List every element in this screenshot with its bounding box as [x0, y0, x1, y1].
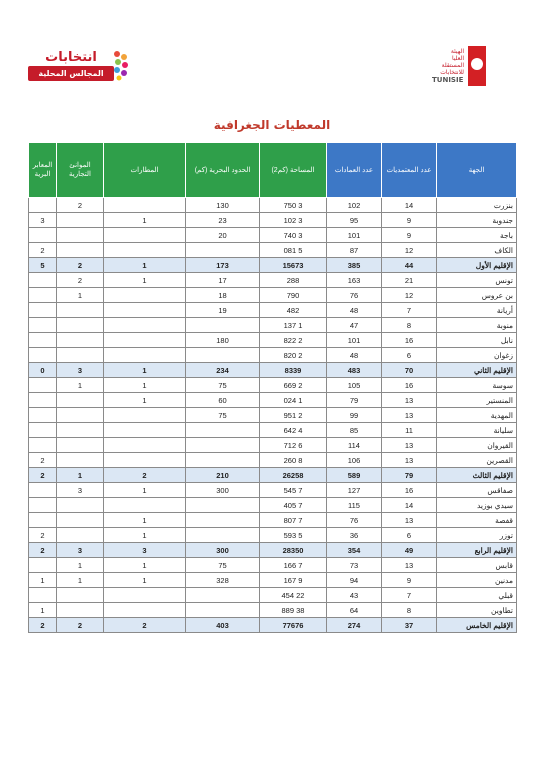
table-cell: 274 — [327, 618, 382, 633]
table-cell: 14 — [382, 498, 437, 513]
table-cell — [57, 318, 104, 333]
table-cell: 3 — [29, 213, 57, 228]
region-name-cell: توزر — [437, 528, 517, 543]
table-cell: 2 — [29, 543, 57, 558]
table-cell: 4 642 — [260, 423, 327, 438]
region-name-cell: قابس — [437, 558, 517, 573]
table-cell: 2 822 — [260, 333, 327, 348]
table-cell: 483 — [327, 363, 382, 378]
table-cell: 64 — [327, 603, 382, 618]
table-cell — [104, 498, 186, 513]
column-header: الموانئ التجارية — [57, 143, 104, 198]
table-cell: 77676 — [260, 618, 327, 633]
table-cell — [104, 408, 186, 423]
table-cell: 79 — [327, 393, 382, 408]
table-cell: 16 — [382, 333, 437, 348]
table-cell — [104, 303, 186, 318]
table-cell — [29, 378, 57, 393]
tunisia-flag-icon — [468, 46, 486, 86]
table-row — [29, 483, 517, 498]
table-cell: 94 — [327, 573, 382, 588]
table-body — [29, 198, 517, 633]
table-cell — [57, 588, 104, 603]
table-cell — [186, 588, 260, 603]
table-cell: 3 750 — [260, 198, 327, 213]
table-cell: 1 — [104, 273, 186, 288]
table-cell: 2 — [57, 273, 104, 288]
table-cell: 1 — [57, 378, 104, 393]
table-cell: 0 — [29, 363, 57, 378]
table-cell — [104, 603, 186, 618]
region-name-cell: المهدية — [437, 408, 517, 423]
table-cell: 300 — [186, 483, 260, 498]
table-cell: 95 — [327, 213, 382, 228]
table-cell: 70 — [382, 363, 437, 378]
table-cell: 48 — [327, 303, 382, 318]
region-name-cell: زغوان — [437, 348, 517, 363]
table-cell — [57, 513, 104, 528]
region-name-cell: قفصة — [437, 513, 517, 528]
table-cell — [29, 393, 57, 408]
region-name-cell: جندوبة — [437, 213, 517, 228]
table-cell — [104, 348, 186, 363]
table-cell: 13 — [382, 453, 437, 468]
region-name-cell: المنستير — [437, 393, 517, 408]
table-cell — [29, 588, 57, 603]
isie-logo-brand: TUNISIE — [432, 76, 464, 84]
table-cell: 38 889 — [260, 603, 327, 618]
table-cell — [104, 453, 186, 468]
table-cell: 7 166 — [260, 558, 327, 573]
region-name-cell: الإقليم الخامس — [437, 618, 517, 633]
table-cell: 13 — [382, 438, 437, 453]
table-cell — [29, 348, 57, 363]
table-cell: 6 712 — [260, 438, 327, 453]
table-cell: 1 — [104, 558, 186, 573]
region-name-cell: القيروان — [437, 438, 517, 453]
table-cell: 6 — [382, 348, 437, 363]
table-cell: 1 024 — [260, 393, 327, 408]
table-row — [29, 198, 517, 213]
table-cell — [29, 558, 57, 573]
table-cell: 130 — [186, 198, 260, 213]
table-cell: 3 — [57, 543, 104, 558]
page-title: المعطيات الجغرافية — [213, 118, 331, 132]
table-cell: 17 — [186, 273, 260, 288]
table-total-row — [29, 618, 517, 633]
table-cell: 73 — [327, 558, 382, 573]
table-cell: 28350 — [260, 543, 327, 558]
table-cell — [57, 333, 104, 348]
table-cell: 8 260 — [260, 453, 327, 468]
table-row — [29, 378, 517, 393]
table-cell: 1 — [57, 573, 104, 588]
table-cell — [57, 213, 104, 228]
table-cell: 2 951 — [260, 408, 327, 423]
table-cell: 1 — [104, 378, 186, 393]
table-cell: 790 — [260, 288, 327, 303]
table-cell: 2 — [29, 453, 57, 468]
table-cell: 2 — [57, 258, 104, 273]
table-cell — [57, 603, 104, 618]
table-cell: 16 — [382, 378, 437, 393]
table-cell: 8 — [382, 603, 437, 618]
table-cell: 1 — [29, 603, 57, 618]
table-cell: 21 — [382, 273, 437, 288]
table-cell — [104, 423, 186, 438]
table-cell — [57, 243, 104, 258]
region-name-cell: الإقليم الثاني — [437, 363, 517, 378]
table-cell — [186, 453, 260, 468]
region-name-cell: مدنين — [437, 573, 517, 588]
table-cell: 300 — [186, 543, 260, 558]
table-cell — [186, 423, 260, 438]
region-name-cell: الكاف — [437, 243, 517, 258]
table-total-row — [29, 468, 517, 483]
table-cell: 9 — [382, 213, 437, 228]
table-cell: 13 — [382, 393, 437, 408]
table-cell — [57, 423, 104, 438]
table-cell: 1 — [104, 528, 186, 543]
table-cell: 75 — [186, 408, 260, 423]
table-total-row — [29, 543, 517, 558]
table-cell: 6 — [382, 528, 437, 543]
table-cell — [186, 603, 260, 618]
table-cell — [29, 318, 57, 333]
table-cell — [29, 438, 57, 453]
table-row — [29, 243, 517, 258]
isie-logo — [418, 44, 494, 92]
table-cell — [29, 483, 57, 498]
table-cell: 1 — [57, 468, 104, 483]
region-name-cell: سوسة — [437, 378, 517, 393]
table-cell: 482 — [260, 303, 327, 318]
table-cell: 13 — [382, 408, 437, 423]
table-cell — [29, 273, 57, 288]
table-row — [29, 513, 517, 528]
table-row — [29, 303, 517, 318]
table-cell: 8339 — [260, 363, 327, 378]
elections-logo-subtext: المجالس المحلية — [28, 66, 114, 81]
region-name-cell: أريانة — [437, 303, 517, 318]
table-cell — [186, 513, 260, 528]
table-row — [29, 393, 517, 408]
table-cell: 114 — [327, 438, 382, 453]
region-name-cell: صفاقس — [437, 483, 517, 498]
table-cell: 3 102 — [260, 213, 327, 228]
table-cell: 180 — [186, 333, 260, 348]
table-cell: 1 — [104, 573, 186, 588]
table-cell: 1 137 — [260, 318, 327, 333]
table-cell — [57, 348, 104, 363]
table-cell — [57, 528, 104, 543]
table-cell: 2 — [57, 618, 104, 633]
table-cell: 1 — [104, 258, 186, 273]
table-row — [29, 588, 517, 603]
region-name-cell: تونس — [437, 273, 517, 288]
table-cell — [186, 528, 260, 543]
table-row — [29, 603, 517, 618]
table-cell: 18 — [186, 288, 260, 303]
table-cell: 3 — [104, 543, 186, 558]
table-cell: 85 — [327, 423, 382, 438]
table-cell: 2 — [29, 468, 57, 483]
table-cell: 49 — [382, 543, 437, 558]
elections-logo — [28, 48, 130, 84]
isie-logo-arabic: الهيئة العليا المستقلة للانتخابات — [440, 48, 464, 76]
table-cell — [57, 393, 104, 408]
table-cell: 106 — [327, 453, 382, 468]
table-cell — [104, 588, 186, 603]
table-total-row — [29, 258, 517, 273]
table-cell — [29, 288, 57, 303]
region-name-cell: الإقليم الأول — [437, 258, 517, 273]
table-row — [29, 273, 517, 288]
region-name-cell: القصرين — [437, 453, 517, 468]
table-row — [29, 558, 517, 573]
column-header: المطارات — [104, 143, 186, 198]
table-cell: 8 — [382, 318, 437, 333]
table-cell: 3 — [57, 363, 104, 378]
table-row — [29, 333, 517, 348]
table-cell — [57, 453, 104, 468]
table-row — [29, 438, 517, 453]
table-cell: 7 — [382, 588, 437, 603]
region-name-cell: الإقليم الثالث — [437, 468, 517, 483]
table-cell: 105 — [327, 378, 382, 393]
table-cell: 79 — [382, 468, 437, 483]
table-cell — [104, 243, 186, 258]
table-cell: 2 — [104, 468, 186, 483]
table-cell — [104, 288, 186, 303]
column-header: الجهة — [437, 143, 517, 198]
table-cell — [57, 303, 104, 318]
table-header-row — [29, 143, 517, 198]
table-cell: 1 — [57, 558, 104, 573]
table-cell: 1 — [29, 573, 57, 588]
table-cell: 9 167 — [260, 573, 327, 588]
table-cell: 1 — [57, 288, 104, 303]
table-row — [29, 498, 517, 513]
table-cell: 87 — [327, 243, 382, 258]
table-cell: 48 — [327, 348, 382, 363]
elections-logo-text: انتخابات — [45, 50, 97, 65]
table-cell: 13 — [382, 513, 437, 528]
table-cell: 173 — [186, 258, 260, 273]
table-cell: 101 — [327, 333, 382, 348]
table-cell: 127 — [327, 483, 382, 498]
table-cell: 234 — [186, 363, 260, 378]
table-cell: 13 — [382, 558, 437, 573]
column-header: المساحة (كم2) — [260, 143, 327, 198]
table-cell — [104, 318, 186, 333]
table-cell: 75 — [186, 558, 260, 573]
geographic-data-table — [28, 142, 517, 633]
region-name-cell: نابل — [437, 333, 517, 348]
table-cell: 328 — [186, 573, 260, 588]
table-cell: 7 807 — [260, 513, 327, 528]
table-cell: 76 — [327, 513, 382, 528]
table-row — [29, 453, 517, 468]
table-cell: 589 — [327, 468, 382, 483]
table-cell: 2 669 — [260, 378, 327, 393]
table-cell — [104, 333, 186, 348]
table-cell — [29, 228, 57, 243]
table-cell: 75 — [186, 378, 260, 393]
table-cell: 385 — [327, 258, 382, 273]
table-cell — [29, 498, 57, 513]
table-row — [29, 288, 517, 303]
table-cell: 60 — [186, 393, 260, 408]
table-cell: 9 — [382, 573, 437, 588]
column-header: الحدود البحرية (كم) — [186, 143, 260, 198]
table-cell: 16 — [382, 483, 437, 498]
table-cell: 3 740 — [260, 228, 327, 243]
table-cell: 1 — [104, 363, 186, 378]
table-cell: 9 — [382, 228, 437, 243]
table-cell: 288 — [260, 273, 327, 288]
table-cell: 43 — [327, 588, 382, 603]
table-cell — [29, 423, 57, 438]
region-name-cell: سليانة — [437, 423, 517, 438]
table-cell — [186, 243, 260, 258]
table-cell — [57, 498, 104, 513]
table-cell: 19 — [186, 303, 260, 318]
region-name-cell: سيدي بوزيد — [437, 498, 517, 513]
column-header: عدد العمادات — [327, 143, 382, 198]
table-cell — [29, 303, 57, 318]
table-total-row — [29, 363, 517, 378]
table-cell: 403 — [186, 618, 260, 633]
table-cell: 163 — [327, 273, 382, 288]
region-name-cell: بن عروس — [437, 288, 517, 303]
region-name-cell: بنزرت — [437, 198, 517, 213]
table-row — [29, 408, 517, 423]
table-cell — [29, 408, 57, 423]
table-cell: 5 081 — [260, 243, 327, 258]
column-header: عدد المعتمديات — [382, 143, 437, 198]
table-cell: 5 593 — [260, 528, 327, 543]
table-row — [29, 423, 517, 438]
table-row — [29, 528, 517, 543]
table-cell: 12 — [382, 288, 437, 303]
table-cell — [29, 513, 57, 528]
table-cell: 1 — [104, 393, 186, 408]
table-cell — [104, 198, 186, 213]
table-cell: 44 — [382, 258, 437, 273]
table-cell: 2 — [57, 198, 104, 213]
table-cell: 3 — [57, 483, 104, 498]
table-cell: 15673 — [260, 258, 327, 273]
table-row — [29, 573, 517, 588]
table-cell — [186, 318, 260, 333]
column-header: المعابر البرية — [29, 143, 57, 198]
table-cell: 2 — [29, 618, 57, 633]
region-name-cell: منوبة — [437, 318, 517, 333]
table-cell: 7 545 — [260, 483, 327, 498]
table-cell — [57, 438, 104, 453]
table-row — [29, 228, 517, 243]
table-cell: 2 — [29, 243, 57, 258]
table-cell: 5 — [29, 258, 57, 273]
table-cell — [57, 408, 104, 423]
table-cell: 99 — [327, 408, 382, 423]
table-cell: 2 820 — [260, 348, 327, 363]
table-cell: 210 — [186, 468, 260, 483]
table-cell — [104, 438, 186, 453]
table-cell: 14 — [382, 198, 437, 213]
table-cell: 1 — [104, 513, 186, 528]
table-cell: 11 — [382, 423, 437, 438]
table-cell: 22 454 — [260, 588, 327, 603]
table-cell — [29, 333, 57, 348]
table-cell: 47 — [327, 318, 382, 333]
table-cell: 23 — [186, 213, 260, 228]
region-name-cell: قبلي — [437, 588, 517, 603]
table-cell: 1 — [104, 213, 186, 228]
table-cell — [186, 438, 260, 453]
table-cell: 2 — [104, 618, 186, 633]
region-name-cell: الإقليم الرابع — [437, 543, 517, 558]
table-cell: 76 — [327, 288, 382, 303]
table-cell: 101 — [327, 228, 382, 243]
table-row — [29, 318, 517, 333]
table-cell: 12 — [382, 243, 437, 258]
table-cell: 102 — [327, 198, 382, 213]
table-cell — [186, 498, 260, 513]
table-cell: 36 — [327, 528, 382, 543]
region-name-cell: باجة — [437, 228, 517, 243]
table-cell: 20 — [186, 228, 260, 243]
region-name-cell: تطاوين — [437, 603, 517, 618]
table-row — [29, 213, 517, 228]
table-cell — [186, 348, 260, 363]
table-cell: 2 — [29, 528, 57, 543]
table-cell: 26258 — [260, 468, 327, 483]
table-cell: 1 — [104, 483, 186, 498]
table-row — [29, 348, 517, 363]
table-cell: 354 — [327, 543, 382, 558]
dots-icon — [112, 48, 130, 84]
table-cell: 37 — [382, 618, 437, 633]
table-cell — [29, 198, 57, 213]
table-cell — [57, 228, 104, 243]
table-cell: 115 — [327, 498, 382, 513]
table-cell: 7 — [382, 303, 437, 318]
table-cell: 7 405 — [260, 498, 327, 513]
table-cell — [104, 228, 186, 243]
